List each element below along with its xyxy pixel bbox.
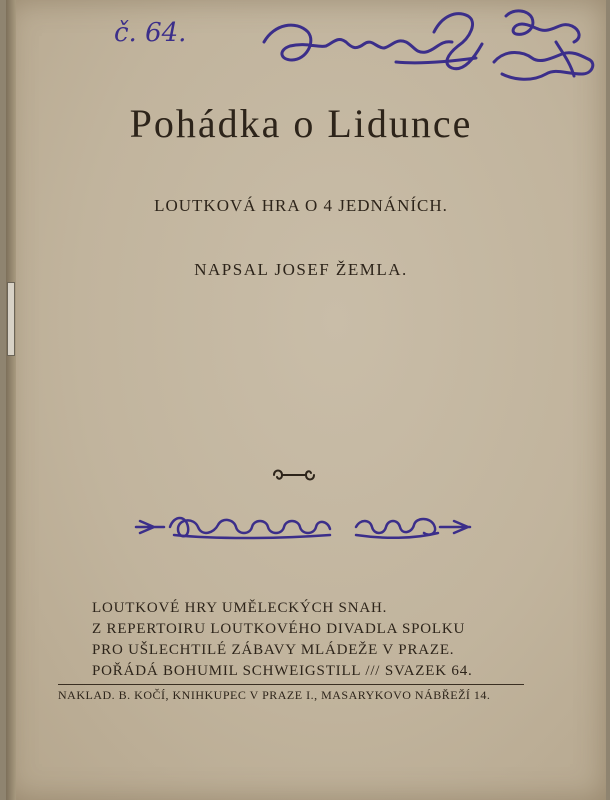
series-info bbox=[92, 598, 532, 682]
series-line: POŘÁDÁ BOHUMIL SCHWEIGSTILL /// SVAZEK 64. bbox=[92, 663, 473, 679]
publisher-line: NAKLAD. B. KOČÍ, KNIHKUPEC V PRAZE I., MASARYKOVO NÁBŘEŽÍ 14. bbox=[58, 688, 491, 702]
cover-author: NAPSAL JOSEF ŽEMLA. bbox=[194, 260, 408, 279]
handwritten-shelf-mark: č. 64. bbox=[114, 18, 187, 48]
divider-rule bbox=[58, 684, 524, 685]
handwritten-signature-icon bbox=[256, 2, 606, 97]
ornament-icon bbox=[270, 466, 318, 484]
staple bbox=[7, 282, 15, 356]
booklet-cover bbox=[6, 0, 606, 800]
cover-subtitle: LOUTKOVÁ HRA O 4 JEDNÁNÍCH. bbox=[154, 196, 448, 215]
series-line: Z REPERTOIRU LOUTKOVÉHO DIVADLA SPOLKU bbox=[92, 621, 466, 637]
series-line: LOUTKOVÉ HRY UMĚLECKÝCH SNAH. bbox=[92, 600, 388, 616]
series-line: PRO UŠLECHTILÉ ZÁBAVY MLÁDEŽE V PRAZE. bbox=[92, 642, 455, 658]
cover-title: Pohádka o Lidunce bbox=[129, 101, 473, 146]
ink-stamp-icon bbox=[134, 505, 474, 549]
